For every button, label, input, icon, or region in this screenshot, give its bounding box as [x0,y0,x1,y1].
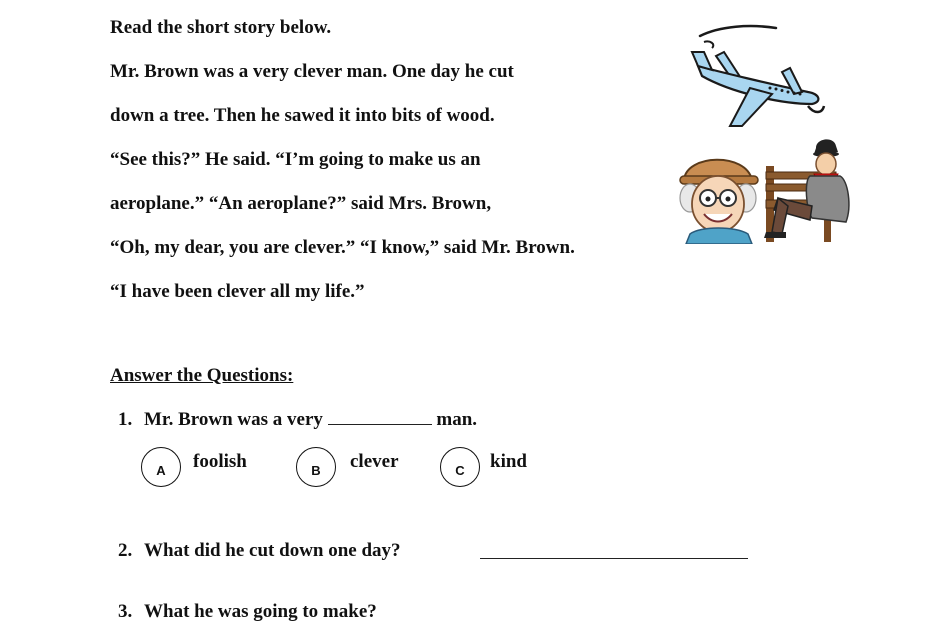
mrs-brown-illustration [676,150,762,244]
story-line: “See this?” He said. “I’m going to make us an [110,149,481,170]
question-3 [118,600,377,624]
option-letter-circle[interactable]: B [296,447,336,487]
question-text: What he was going to make? [144,601,377,622]
question-number: 3. [118,601,133,622]
story-line: aeroplane.” “An aeroplane?” said Mrs. Brown, [110,193,492,214]
story-line: Mr. Brown was a very clever man. One day he cut [110,61,514,82]
mr-brown-on-bench-illustration [764,136,860,244]
answer-blank[interactable] [328,408,432,425]
story-line: down a tree. Then he sawed it into bits of wood. [110,105,495,126]
question-text: Mr. Brown was a very [144,409,323,430]
question-1 [118,408,477,432]
option-letter-circle[interactable]: A [141,447,181,487]
airplane-illustration [690,22,830,132]
instruction-text: Read the short story below. [110,17,332,38]
option-text: kind [490,451,527,472]
question-text: man. [436,409,478,430]
answer-blank[interactable] [480,542,748,559]
questions-heading: Answer the Questions: [110,365,294,386]
question-2 [118,539,401,563]
option-letter-circle[interactable]: C [440,447,480,487]
question-number: 1. [118,409,133,430]
story-line: “Oh, my dear, you are clever.” “I know,” said Mr. Brown. [110,237,575,258]
option-text: clever [350,451,399,472]
story-line: “I have been clever all my life.” [110,281,365,302]
question-number: 2. [118,540,133,561]
option-text: foolish [193,451,247,472]
question-text: What did he cut down one day? [144,540,401,561]
